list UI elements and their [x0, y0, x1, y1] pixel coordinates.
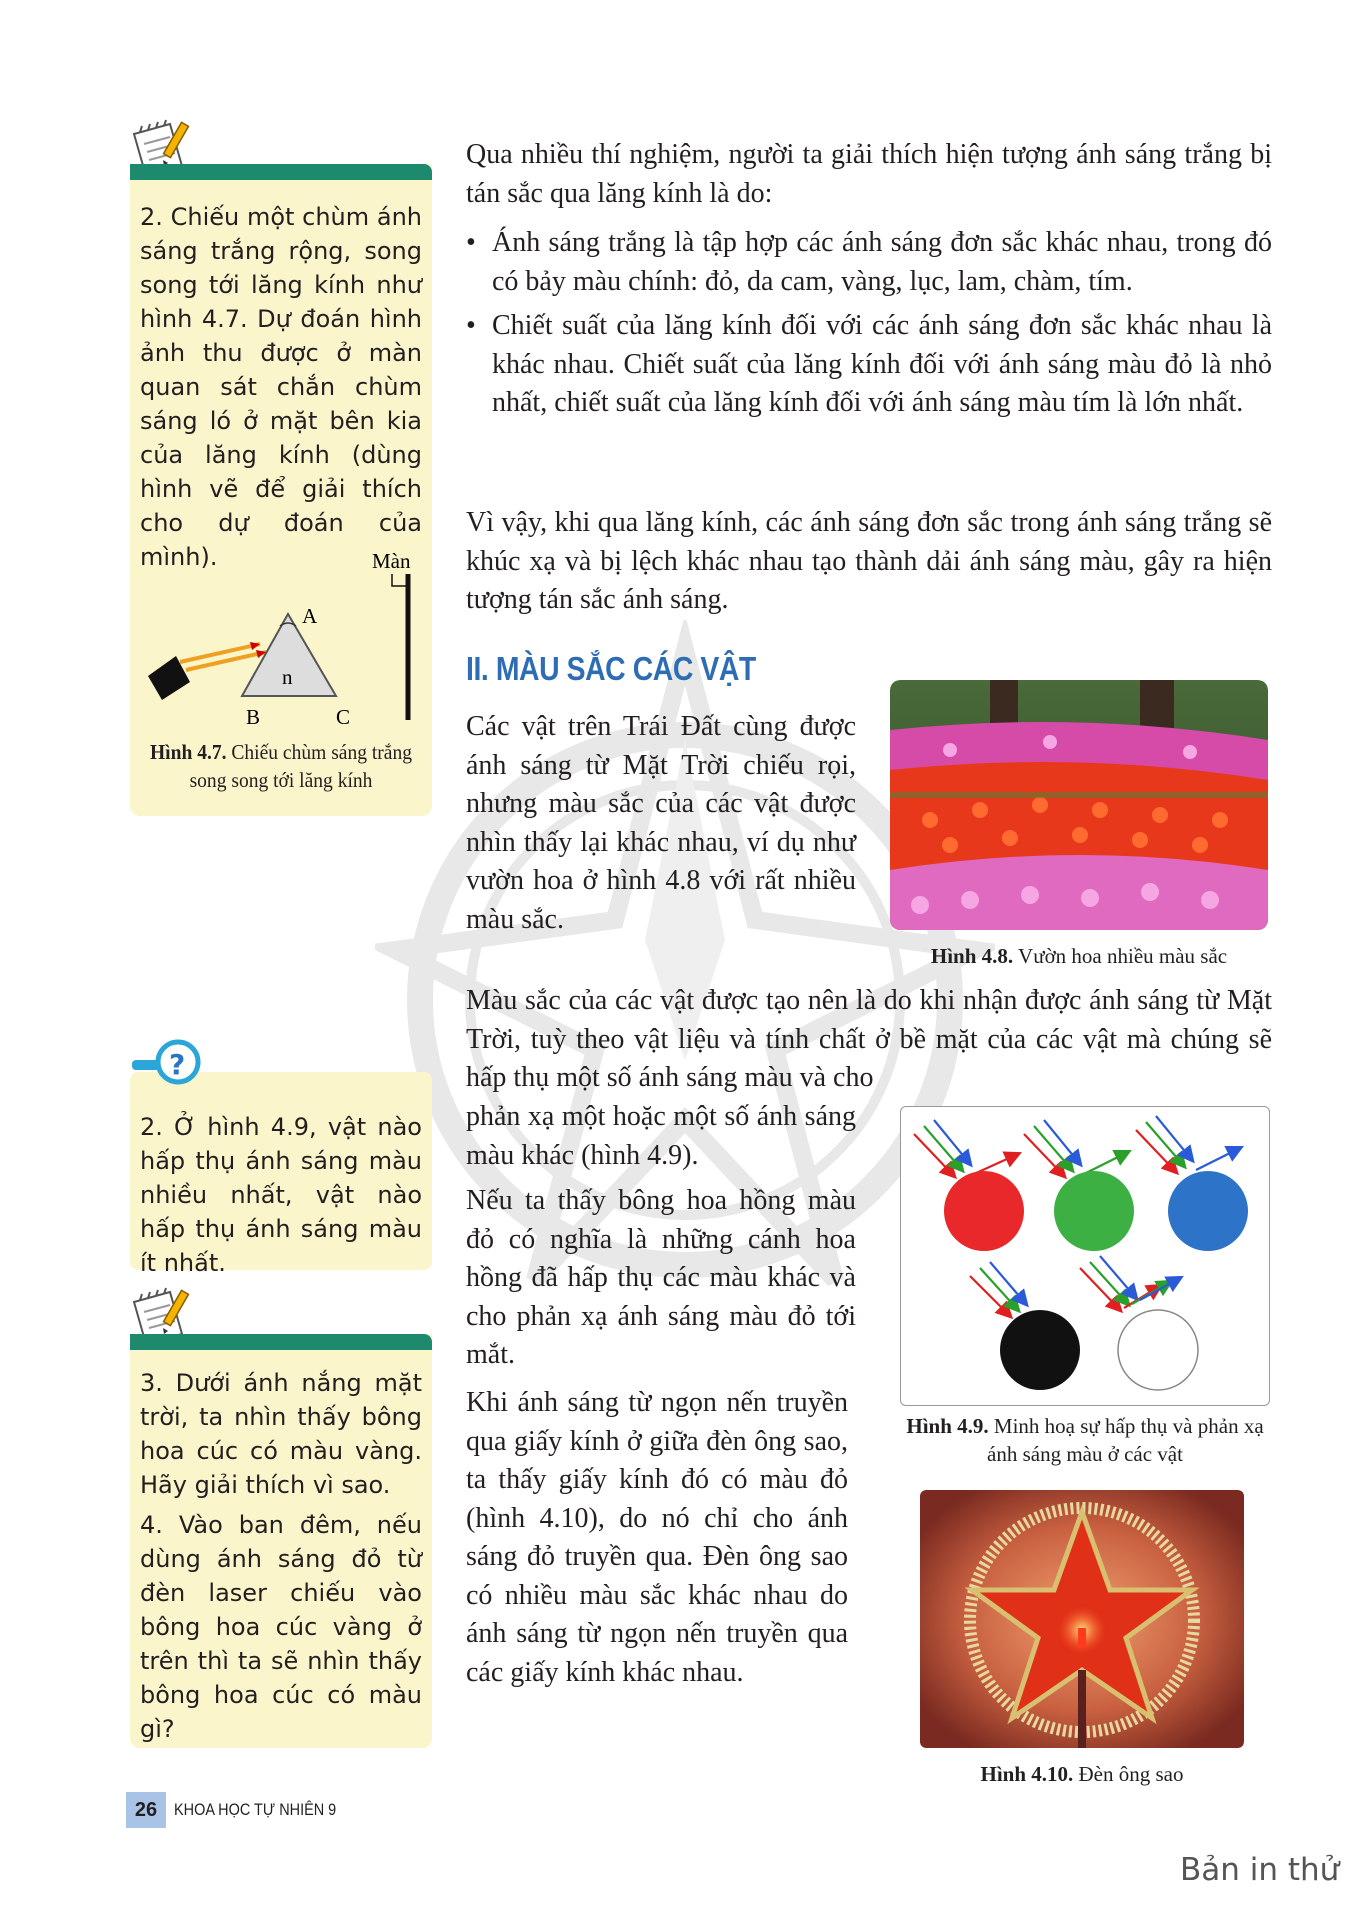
proof-stamp: Bản in thử — [1180, 1852, 1340, 1888]
list-item: • Chiết suất của lăng kính đối với các ánh sáng đơn sắc khác nhau là khác nhau. Chiết suất của lăng kính đối với ánh sáng màu đỏ là nhỏ nhất, chiết suất của lăng kính đối với ánh sáng màu tím là lớn nhất. — [466, 307, 1272, 423]
green-object — [1054, 1171, 1134, 1251]
figure-4-7-caption: Hình 4.7. Chiếu chùm sáng trắng song song tới lăng kính — [149, 740, 413, 792]
vertex-a-label: A — [302, 604, 318, 628]
flower-garden-photo — [890, 680, 1268, 930]
rose-paragraph: Nếu ta thấy bông hoa hồng màu đỏ có nghĩa là những cánh hoa hồng đã hấp thụ các màu khác và cho phản xạ ánh sáng màu đỏ tới mắt. — [466, 1185, 856, 1370]
book-title: KHOA HỌC TỰ NHIÊN 9 — [174, 1800, 337, 1819]
exercise-4-text: 4. Vào ban đêm, nếu dùng ánh sáng đỏ từ đèn laser chiếu vào bông hoa cúc vàng ở trên thì ta sẽ nhìn thấy bông hoa cúc có màu gì? — [140, 1511, 422, 1743]
box-header-bar — [130, 164, 432, 180]
colors-paragraph-2-continued: phản xạ một hoặc một số ánh sáng màu khác (hình 4.9). — [466, 1101, 856, 1171]
prism-diagram — [140, 544, 430, 724]
figure-4-8-caption: Hình 4.8. Vườn hoa nhiều màu sắc — [930, 944, 1228, 968]
red-object — [944, 1171, 1024, 1251]
section-heading: II. MÀU SẮC CÁC VẬT — [466, 650, 756, 687]
exercise-box-2 — [130, 1334, 432, 1748]
exercise-2-text: 2. Chiếu một chùm ánh sáng trắng rộng, song song tới lăng kính như hình 4.7. Dự đoán hình ảnh thu được ở màn quan sát chắn chùm sáng ló ở mặt bên kia của lăng kính (dùng hình vẽ để giải thích cho dự đoán của mình). — [140, 203, 422, 571]
absorption-reflection-diagram — [900, 1106, 1270, 1406]
vertex-b-label: B — [246, 705, 261, 724]
exercise-box-1 — [130, 164, 432, 816]
question-magnifier-icon — [128, 1034, 208, 1094]
page-number: 26 — [126, 1792, 166, 1828]
conclusion-paragraph: Vì vậy, khi qua lăng kính, các ánh sáng đơn sắc trong ánh sáng trắng sẽ khúc xạ và bị lệch khác nhau tạo thành dải ánh sáng màu, gây ra hiện tượng tán sắc ánh sáng. — [466, 507, 1272, 615]
colors-paragraph-2: Màu sắc của các vật được tạo nên là do khi nhận được ánh sáng từ Mặt Trời, tuỳ theo vật liệu và tính chất ở bề mặt của các vật mà chúng sẽ hấp thụ một số ánh sáng màu và cho — [466, 985, 1272, 1093]
black-object — [1000, 1310, 1080, 1390]
star-lantern-photo — [920, 1490, 1244, 1748]
svg-text:?: ? — [169, 1048, 186, 1081]
question-2-text: 2. Ở hình 4.9, vật nào hấp thụ ánh sáng màu nhiều nhất, vật nào hấp thụ ánh sáng màu ít nhất. — [140, 1113, 422, 1277]
white-object — [1118, 1310, 1198, 1390]
intro-paragraph: Qua nhiều thí nghiệm, người ta giải thích hiện tượng ánh sáng trắng bị tán sắc qua lăng kính là do: — [466, 139, 1272, 209]
lantern-paragraph: Khi ánh sáng từ ngọn nến truyền qua giấy kính ở giữa đèn ông sao, ta thấy giấy kính đó có màu đỏ (hình 4.10), do nó chỉ cho ánh sáng đỏ truyền qua. Đèn ông sao có nhiều màu sắc khác nhau do ánh sáng từ ngọn nến truyền qua các giấy kính khác nhau. — [466, 1387, 848, 1688]
exercise-3-text: 3. Dưới ánh nắng mặt trời, ta nhìn thấy bông hoa cúc có màu vàng. Hãy giải thích vì sao. — [140, 1369, 422, 1499]
list-item: • Ánh sáng trắng là tập hợp các ánh sáng đơn sắc khác nhau, trong đó có bảy màu chính: đỏ, da cam, vàng, lục, lam, chàm, tím. — [466, 224, 1272, 301]
blue-object — [1168, 1171, 1248, 1251]
vertex-c-label: C — [336, 705, 351, 724]
screen-label: Màn — [372, 549, 411, 573]
colors-paragraph-1: Các vật trên Trái Đất cùng được ánh sáng từ Mặt Trời chiếu rọi, nhưng màu sắc của các vật được nhìn thấy lại khác nhau, ví dụ như vườn hoa ở hình 4.8 với rất nhiều màu sắc. — [466, 711, 856, 935]
index-n-label: n — [282, 665, 293, 689]
figure-4-10-caption: Hình 4.10. Đèn ông sao — [980, 1762, 1184, 1786]
explanation-list — [466, 224, 1272, 429]
figure-4-9-caption: Hình 4.9. Minh hoạ sự hấp thụ và phản xạ ánh sáng màu ở các vật — [906, 1414, 1264, 1466]
box-header-bar — [130, 1334, 432, 1350]
